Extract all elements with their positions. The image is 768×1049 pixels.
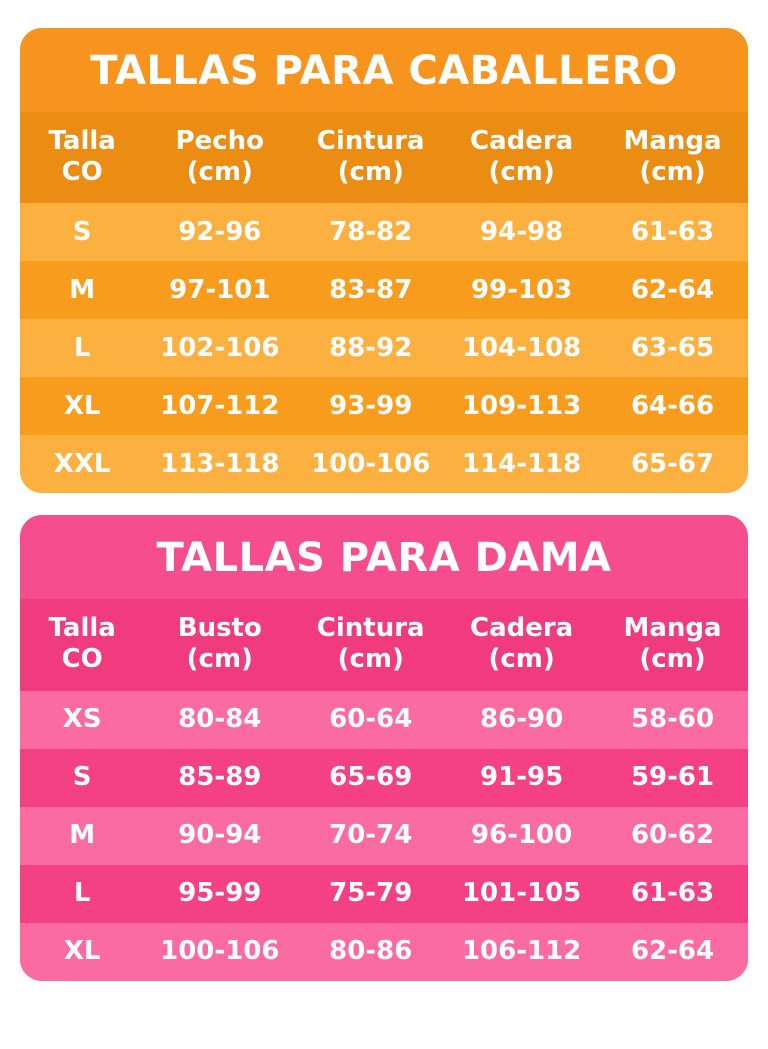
cell-size: S	[72, 217, 92, 247]
cell-bust: 95-99	[178, 878, 262, 909]
cell-waist: 75-79	[329, 878, 413, 909]
header-cintura-line1: Cintura	[316, 126, 425, 156]
header-pecho-line1: Pecho	[175, 126, 265, 156]
womens-size-table	[20, 599, 748, 980]
cell-waist: 88-92	[329, 333, 413, 363]
womens-size-chart-card	[20, 515, 748, 980]
cell-sleeve: 59-61	[630, 762, 715, 793]
cell-size: XL	[63, 936, 101, 967]
header-busto-line2: (cm)	[186, 644, 253, 675]
mens-size-table	[20, 112, 748, 493]
cell-size: M	[69, 820, 96, 851]
header-talla	[20, 599, 144, 690]
cell-bust: 80-84	[178, 704, 262, 735]
header-manga-line2: (cm)	[639, 644, 706, 675]
cell-sleeve: 62-64	[630, 275, 715, 305]
table-header-row	[20, 599, 748, 690]
cell-sleeve: 61-63	[630, 878, 715, 909]
cell-hip: 114-118	[461, 449, 582, 479]
header-talla-line1: Talla	[48, 126, 116, 156]
table-row	[20, 435, 748, 493]
cell-chest: 92-96	[178, 217, 262, 247]
header-talla-line2: CO	[61, 644, 103, 675]
womens-table-body	[20, 691, 748, 981]
cell-size: M	[69, 275, 96, 305]
header-manga	[597, 599, 748, 690]
table-row	[20, 865, 748, 923]
header-cintura-line2: (cm)	[337, 644, 404, 675]
header-pecho-line2: (cm)	[186, 156, 253, 187]
header-manga-line2: (cm)	[639, 156, 706, 187]
table-row	[20, 319, 748, 377]
cell-hip: 96-100	[470, 820, 573, 851]
header-cintura	[295, 112, 446, 203]
header-talla-line2: CO	[61, 156, 103, 187]
cell-chest: 102-106	[160, 333, 280, 363]
cell-sleeve: 58-60	[630, 704, 715, 735]
mens-table-header	[20, 112, 748, 203]
cell-waist: 80-86	[329, 936, 413, 967]
cell-waist: 70-74	[329, 820, 413, 851]
header-cadera	[446, 112, 597, 203]
header-busto-line1: Busto	[177, 613, 262, 644]
cell-waist: 93-99	[329, 391, 413, 421]
cell-bust: 100-106	[160, 936, 280, 967]
cell-bust: 90-94	[178, 820, 262, 851]
header-cadera-line1: Cadera	[469, 126, 574, 156]
cell-size: S	[72, 762, 92, 793]
womens-table-header	[20, 599, 748, 690]
table-row	[20, 261, 748, 319]
cell-chest: 107-112	[160, 391, 280, 421]
table-row	[20, 691, 748, 749]
cell-hip: 94-98	[480, 217, 564, 247]
cell-size: XS	[62, 704, 102, 735]
womens-chart-title: TALLAS PARA DAMA	[20, 515, 748, 599]
cell-size: XXL	[53, 449, 111, 479]
header-manga-line1: Manga	[623, 126, 722, 156]
cell-hip: 99-103	[470, 275, 573, 305]
cell-hip: 104-108	[461, 333, 582, 363]
cell-size: XL	[63, 391, 101, 421]
cell-hip: 91-95	[480, 762, 564, 793]
cell-bust: 85-89	[178, 762, 262, 793]
header-manga-line1: Manga	[623, 613, 722, 644]
cell-size: L	[73, 878, 91, 909]
header-busto	[144, 599, 295, 690]
cell-hip: 106-112	[461, 936, 582, 967]
cell-size: L	[73, 333, 91, 363]
cell-waist: 78-82	[329, 217, 413, 247]
table-row	[20, 377, 748, 435]
cell-sleeve: 61-63	[630, 217, 715, 247]
cell-chest: 113-118	[160, 449, 280, 479]
header-pecho	[144, 112, 295, 203]
cell-sleeve: 64-66	[630, 391, 715, 421]
header-cadera-line2: (cm)	[488, 644, 555, 675]
cell-chest: 97-101	[169, 275, 271, 305]
cell-sleeve: 63-65	[630, 333, 715, 363]
header-cintura-line1: Cintura	[316, 613, 425, 644]
table-header-row	[20, 112, 748, 203]
header-cadera	[446, 599, 597, 690]
mens-chart-title: TALLAS PARA CABALLERO	[20, 28, 748, 112]
cell-waist: 83-87	[329, 275, 413, 305]
cell-hip: 101-105	[461, 878, 582, 909]
header-cintura	[295, 599, 446, 690]
table-row	[20, 203, 748, 261]
cell-waist: 100-106	[311, 449, 431, 479]
mens-table-body	[20, 203, 748, 493]
header-talla-line1: Talla	[48, 613, 116, 644]
cell-hip: 109-113	[461, 391, 582, 421]
header-cintura-line2: (cm)	[337, 156, 404, 187]
cell-sleeve: 65-67	[630, 449, 715, 479]
cell-sleeve: 60-62	[630, 820, 715, 851]
table-row	[20, 923, 748, 981]
table-row	[20, 749, 748, 807]
cell-waist: 65-69	[329, 762, 413, 793]
table-row	[20, 807, 748, 865]
cell-waist: 60-64	[329, 704, 413, 735]
header-talla	[20, 112, 144, 203]
header-manga	[597, 112, 748, 203]
mens-size-chart-card	[20, 28, 748, 493]
header-cadera-line2: (cm)	[488, 156, 555, 187]
header-cadera-line1: Cadera	[469, 613, 574, 644]
cell-sleeve: 62-64	[630, 936, 715, 967]
cell-hip: 86-90	[480, 704, 564, 735]
